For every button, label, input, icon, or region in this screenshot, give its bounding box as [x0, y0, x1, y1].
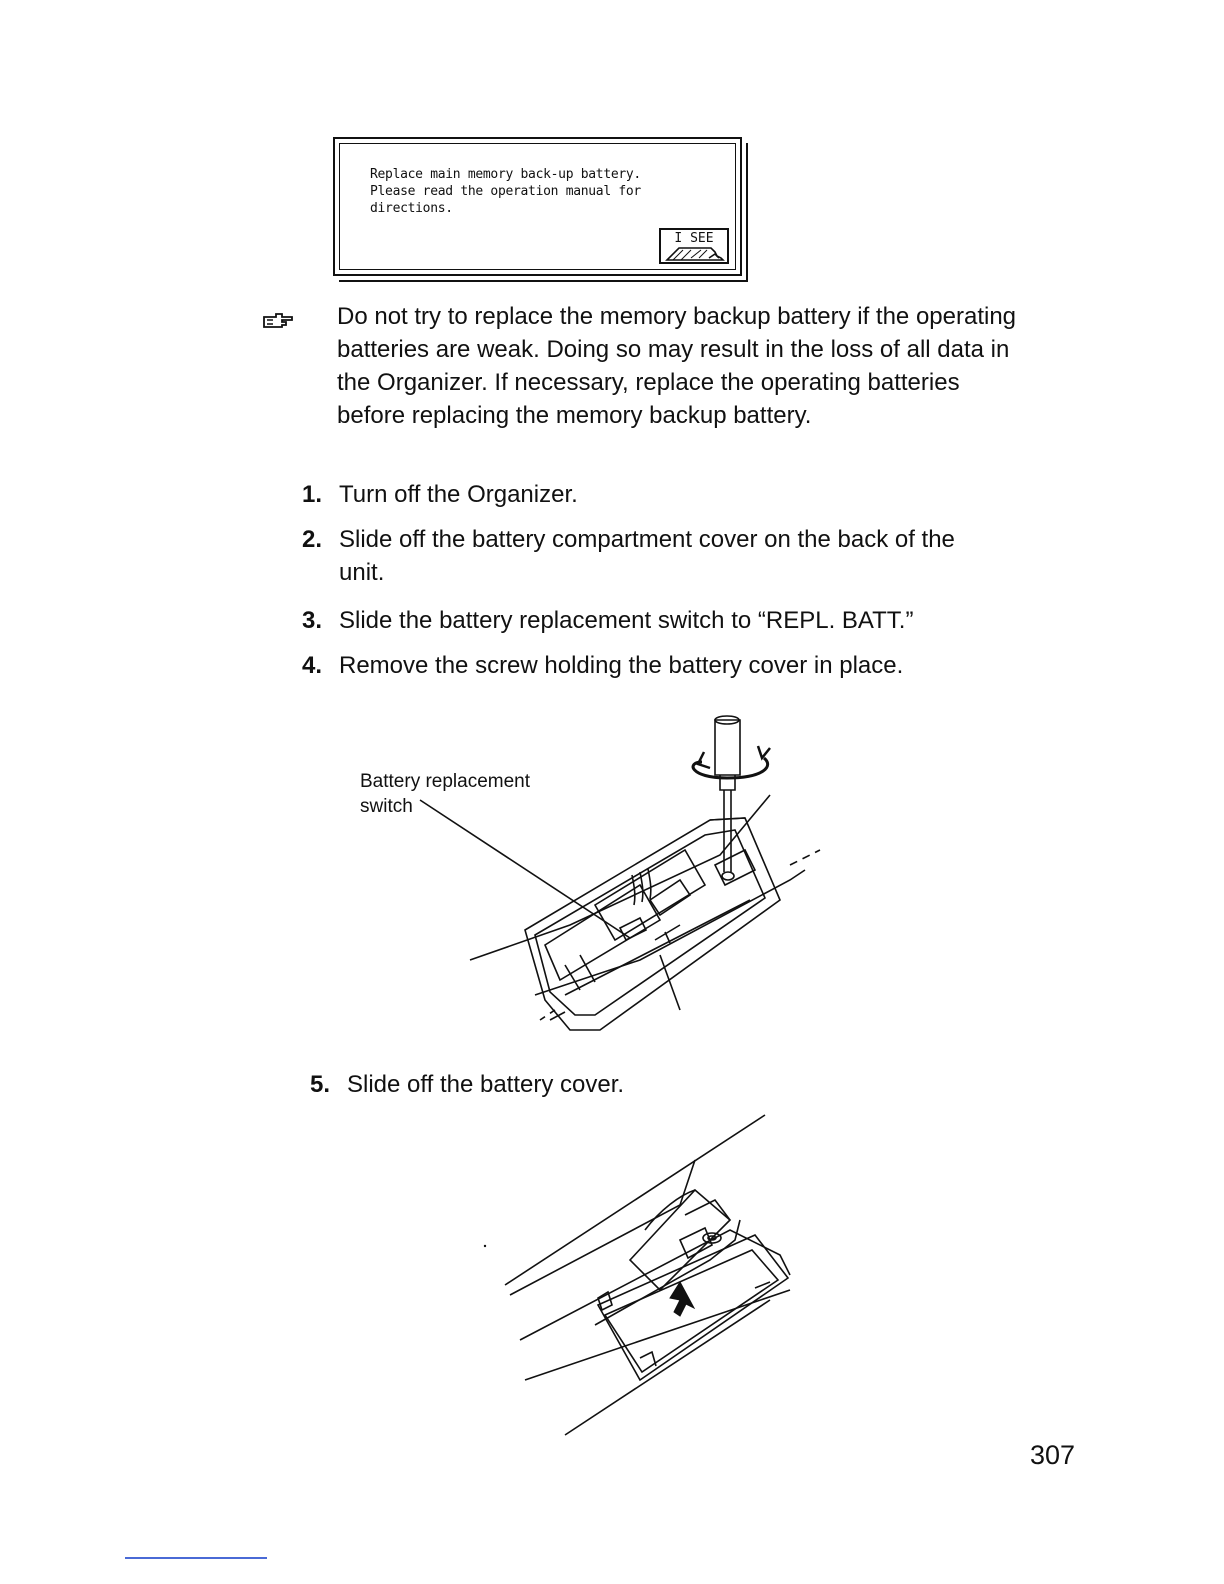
note-paragraph: Do not try to replace the memory backup battery if the operating batteries are weak. Doing so may result in the loss of all data in the Organizer. If necessary, replace the operating batteries before replacing the memory backup battery.	[337, 303, 1017, 429]
step-text: Turn off the Organizer.	[339, 481, 578, 508]
screen-message-frame	[339, 143, 736, 270]
step-text: Slide the battery replacement switch to “REPL. BATT.”	[339, 607, 914, 634]
screen-message-line: directions.	[370, 201, 453, 216]
screen-message-box	[333, 137, 742, 276]
step-number: 3.	[302, 607, 323, 634]
callout-line: switch	[360, 796, 413, 817]
step-number: 2.	[302, 526, 323, 553]
i-see-button[interactable]	[659, 228, 729, 264]
bottom-rule	[125, 1557, 267, 1559]
screen-message-line: Please read the operation manual for	[370, 184, 641, 199]
screen-message-line: Replace main memory back-up battery.	[370, 167, 641, 182]
callout-line: Battery replacement	[360, 771, 531, 792]
page-number: 307	[1030, 1440, 1076, 1470]
enter-key-icon	[665, 246, 725, 262]
step-number: 5.	[310, 1071, 331, 1098]
step-text: Slide off the battery cover.	[347, 1071, 625, 1098]
step-text: Remove the screw holding the battery cover in place.	[339, 652, 904, 679]
pointing-hand-icon	[262, 312, 294, 332]
step-text: Slide off the battery compartment cover on the back of the unit.	[339, 526, 955, 586]
step-number: 4.	[302, 652, 323, 679]
step-number: 1.	[302, 481, 323, 508]
battery-cover-illustration	[480, 1110, 810, 1440]
i-see-label: I SEE	[674, 231, 714, 246]
screen-message-text	[370, 166, 641, 217]
battery-screw-illustration	[350, 700, 830, 1050]
